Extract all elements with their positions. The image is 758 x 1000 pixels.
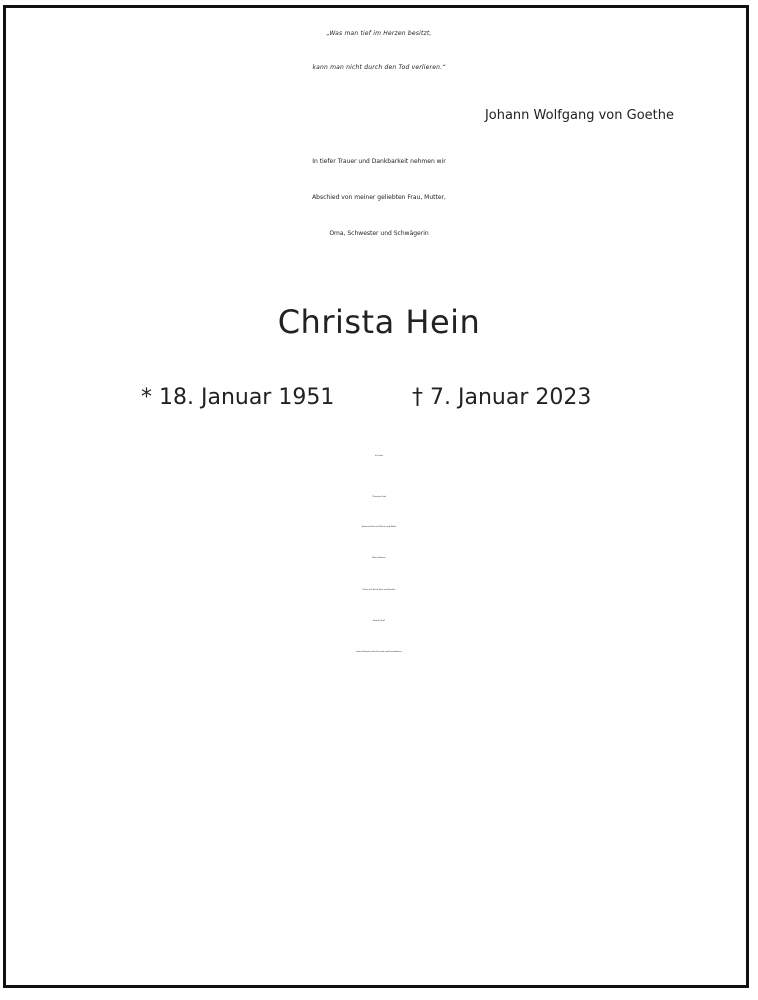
- intro-line-1: In tiefer Trauer und Dankbarkeit nehmen wir: [312, 158, 446, 165]
- quote-line-1: „Was man tief im Herzen besitzt,: [326, 30, 432, 37]
- intro-line-3: Oma, Schwester und Schwägerin: [329, 230, 429, 237]
- mourner-name: Johanna Hein mit Moritz und Malte: [361, 526, 397, 528]
- birth-date: * 18. Januar 1951: [141, 385, 335, 410]
- mourner-name: Familie Graf: [373, 620, 385, 622]
- intro-line-2: Abschied von meiner geliebten Frau, Mutter,: [312, 194, 446, 201]
- mourner-name: Marc Gawens: [372, 557, 386, 559]
- mourner-name: Christian Graf: [372, 496, 386, 498]
- quote-author: Johann Wolfgang von Goethe: [484, 108, 674, 123]
- quote-line-2: kann man nicht durch den Tod verlieren.“: [312, 64, 446, 71]
- death-date: † 7. Januar 2023: [412, 385, 592, 410]
- mourner-name: Peter und Petra Hein und Familie: [362, 589, 396, 591]
- deceased-name: Christa Hein: [277, 303, 481, 341]
- mourner-name: und im Namen aller Freunde und Freundinnen: [356, 651, 402, 653]
- mourners-heading: In Liebe: [375, 455, 383, 457]
